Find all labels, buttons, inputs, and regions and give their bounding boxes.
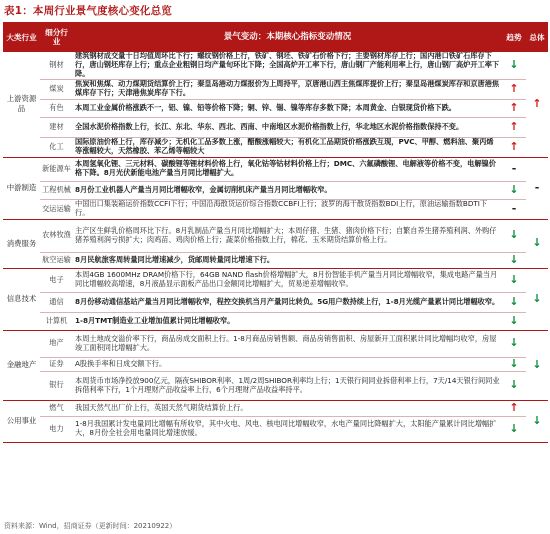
header-sector: 大类行业 xyxy=(3,22,40,52)
industry-cell: 电子 xyxy=(40,268,73,292)
change-description: 1-8月我国累计发电量同比增幅有所收窄，其中火电、风电、核电同比增幅收窄，水电产量同比降幅扩大，太阳能产量累计同比增幅扩大，8月份全社会用电量同比增速放缓。 xyxy=(73,416,502,442)
trend-arrow-icon: ↓ xyxy=(502,416,526,442)
change-description: 8月份工业机器人产量当月同比增幅收窄，金属切削机床产量当月同比增幅收窄。 xyxy=(73,181,502,199)
industry-cell: 燃气 xyxy=(40,400,73,416)
table-row xyxy=(3,292,548,312)
industry-cell: 新能源车 xyxy=(40,157,73,181)
table-row xyxy=(3,117,548,137)
industry-cell: 电力 xyxy=(40,416,73,442)
sector-cell: 信息技术 xyxy=(3,268,40,330)
change-description: A股换手率和日成交额下行。 xyxy=(73,357,502,371)
header-overall: 总体 xyxy=(526,22,548,52)
industry-cell: 计算机 xyxy=(40,312,73,330)
trend-arrow-icon: ↓ xyxy=(502,292,526,312)
table-header-row xyxy=(3,22,548,52)
table-row xyxy=(3,157,548,181)
trend-arrow-icon: ↓ xyxy=(502,357,526,371)
change-description: 本周氢氧化锂、三元材料、碳酸锂等锂材料价格上行，氧化钴等钴材料价格上行；DMC、六氟磷酸锂、电解液等价格不变，电解镍价格下降。8月光伏新能电池产量当月同比增幅扩大。 xyxy=(73,157,502,181)
change-description: 本周货币市场净投放900亿元，隔夜SHIBOR利率、1周/2周SHIBOR利率均上行；1天银行间同业拆借利率上行，7天/14天银行间同业拆借利率下行，1个月理财产品收益率上行，6个月理财产品收益率持平。 xyxy=(73,371,502,400)
table-row xyxy=(3,330,548,357)
trend-arrow-icon: ↓ xyxy=(502,52,526,79)
industry-cell: 证券 xyxy=(40,357,73,371)
table-row xyxy=(3,199,548,219)
industry-cell: 有色 xyxy=(40,99,73,117)
sector-cell: 金融地产 xyxy=(3,330,40,400)
table-row xyxy=(3,371,548,400)
trend-arrow-icon: ↑ xyxy=(502,99,526,117)
trend-arrow-icon: ↑ xyxy=(502,400,526,416)
change-description: 主产区生鲜乳价格周环比下行。8月乳制品产量当月同比增幅扩大；本周仔猪、生猪、猪肉价格下行；自繁自养生猪养殖利润、外购仔猪养殖利润亏损扩大；肉鸡苗、鸡肉价格上行；蔬菜价格指数上行，棉花、玉米期货结算价格上行。 xyxy=(73,219,502,252)
table-row xyxy=(3,181,548,199)
trend-arrow-icon: ↓ xyxy=(502,181,526,199)
trend-arrow-icon: ↓ xyxy=(502,371,526,400)
industry-cell: 通信 xyxy=(40,292,73,312)
overall-arrow-icon: - xyxy=(526,157,548,219)
industry-cell: 煤炭 xyxy=(40,79,73,99)
sector-cell: 消费服务 xyxy=(3,219,40,268)
table-row xyxy=(3,99,548,117)
table-row xyxy=(3,79,548,99)
table-row xyxy=(3,52,548,79)
overall-arrow-icon: ↓ xyxy=(526,330,548,400)
table-row xyxy=(3,416,548,442)
trend-arrow-icon: ↑ xyxy=(502,79,526,99)
sector-cell: 公用事业 xyxy=(3,400,40,442)
industry-cell: 化工 xyxy=(40,137,73,157)
trend-arrow-icon: - xyxy=(502,199,526,219)
industry-prosperity-table xyxy=(3,22,548,443)
change-description: 焦炭和焦煤、动力煤期货结算价上行；秦皇岛港动力煤报价为上周持平，京唐港山西主焦煤库提价上行；秦皇岛港煤炭库存和京唐港焦煤库存下行；天津港焦炭库存下行。 xyxy=(73,79,502,99)
table-row xyxy=(3,219,548,252)
table-row xyxy=(3,400,548,416)
overall-arrow-icon: ↑ xyxy=(526,52,548,157)
overall-arrow-icon: ↓ xyxy=(526,400,548,442)
industry-cell: 工程机械 xyxy=(40,181,73,199)
table-row xyxy=(3,268,548,292)
trend-arrow-icon: - xyxy=(502,157,526,181)
sector-cell: 上游资源品 xyxy=(3,52,40,157)
trend-arrow-icon: ↑ xyxy=(502,117,526,137)
header-trend: 趋势 xyxy=(502,22,526,52)
trend-arrow-icon: ↓ xyxy=(502,219,526,252)
industry-cell: 地产 xyxy=(40,330,73,357)
change-description: 我国天然气出厂价上行，英国天然气期货结算价上行。 xyxy=(73,400,502,416)
industry-cell: 农林牧渔 xyxy=(40,219,73,252)
trend-arrow-icon: ↓ xyxy=(502,268,526,292)
header-change: 景气变动：本期核心指标变动情况 xyxy=(73,22,502,52)
change-description: 8月民航旅客周转量同比增速减少，货邮周转量同比增速下行。 xyxy=(73,252,502,268)
sector-cell: 中游制造 xyxy=(3,157,40,219)
change-description: 本周工业金属价格涨跌不一，铝、镍、铅等价格下降；铜、锌、锡、镍等库存多数下降；本周黄金、白银现货价格下跌。 xyxy=(73,99,502,117)
table-row xyxy=(3,252,548,268)
trend-arrow-icon: ↓ xyxy=(502,312,526,330)
change-description: 本周4GB 1600MHz DRAM价格下行，64GB NAND flash价格增幅扩大，8月份智能手机产量当月同比增幅收窄，集成电路产量当月同比增幅较高增速，8月液晶显示面板产品出口金额同比增幅扩大，贸易逆差增幅收窄。 xyxy=(73,268,502,292)
table-row xyxy=(3,357,548,371)
change-description: 中国出口集装箱运价指数CCFI下行；中国沿海散货运价综合指数CCBFI上行；波罗的海干散货指数BDI上行，原油运输指数BDTI下行。 xyxy=(73,199,502,219)
industry-cell: 航空运输 xyxy=(40,252,73,268)
table-row xyxy=(3,137,548,157)
industry-cell: 钢材 xyxy=(40,52,73,79)
table-title: 表1：本周行业景气度核心变化总览 xyxy=(4,5,173,17)
change-description: 1-8月TMT制造业工业增加值累计同比增幅收窄。 xyxy=(73,312,502,330)
change-description: 本周土地成交溢价率下行，商品房成交面积上行。1-8月商品房销售额、商品房销售面积、房屋新开工面积累计同比增幅均收窄，房屋竣工面积同比增幅扩大。 xyxy=(73,330,502,357)
table-row xyxy=(3,312,548,330)
trend-arrow-icon: ↓ xyxy=(502,330,526,357)
overall-arrow-icon: ↓ xyxy=(526,268,548,330)
industry-cell: 交运运输 xyxy=(40,199,73,219)
source-note: 资料来源：Wind，招商证券（更新时间：20210922） xyxy=(4,522,177,530)
change-description: 国际原油价格上行，库存减少；无机化工品多数上涨，醋酸涨幅较大；有机化工品期货价格涨跌互现，PVC、甲醇、燃料油、聚丙烯等涨幅较大，天然橡胶、苯乙烯等幅较大 xyxy=(73,137,502,157)
trend-arrow-icon: ↑ xyxy=(502,137,526,157)
trend-arrow-icon: ↓ xyxy=(502,252,526,268)
change-description: 8月份移动通信基站产量当月同比增幅收窄，程控交换机当月产量同比转负。5G用户数持续上行，1-8月光缆产量累计同比增幅收窄。 xyxy=(73,292,502,312)
change-description: 全国水泥价格指数上行，长江、东北、华东、西北、西南、中南地区水泥价格指数上行，华北地区水泥价格指数保持不变。 xyxy=(73,117,502,137)
industry-cell: 银行 xyxy=(40,371,73,400)
header-industry: 细分行业 xyxy=(40,22,73,52)
overall-arrow-icon: ↓ xyxy=(526,219,548,268)
change-description: 建筑钢材成交量十日均值周环比下行；螺纹钢价格上行，铁矿、钢坯、铁矿石价格下行；主要钢材库存上行；国内港口铁矿石库存下行，唐山钢坯库存上行；重点企业粗钢日均产量旬环比下降；全国高炉开工率下行，唐山钢厂产能利用率上行，唐山钢厂高炉开工率下降。 xyxy=(73,52,502,79)
industry-cell: 建材 xyxy=(40,117,73,137)
